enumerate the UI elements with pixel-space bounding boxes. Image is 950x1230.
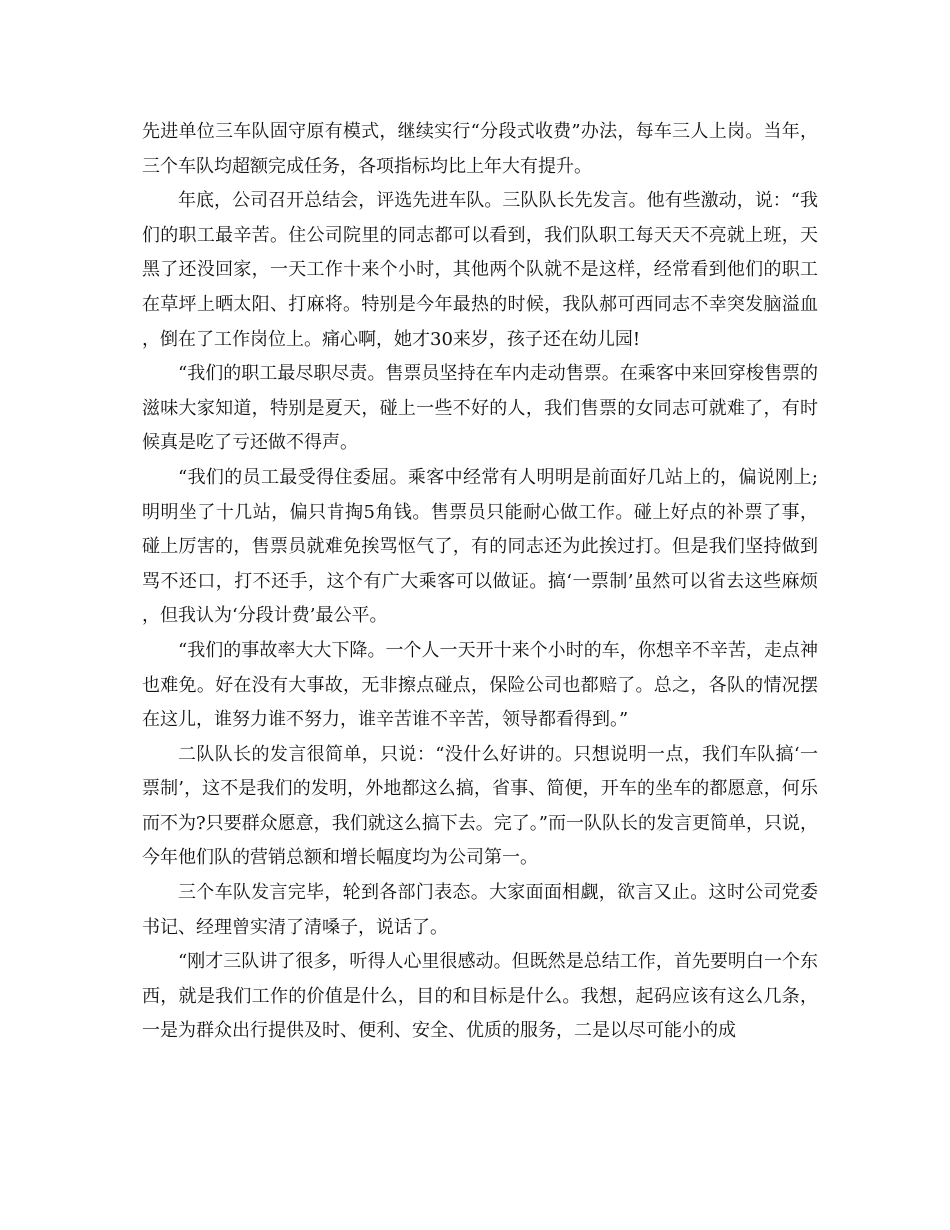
paragraph-5: “我们的事故率大大下降。一个人一天开十来个小时的车，你想辛不辛苦，走点神也难免。好在没有大事故，无非擦点碰点，保险公司也都赔了。总之，各队的情况摆在这儿，谁努力谁不努力，谁辛苦谁不辛苦，领导都看得到。”: [142, 639, 818, 731]
paragraph-1: 先进单位三车队固守原有模式，继续实行“分段式收费”办法，每车三人上岗。当年，三个车队均超额完成任务，各项指标均比上年大有提升。: [142, 121, 818, 177]
paragraph-7: 三个车队发言完毕，轮到各部门表态。大家面面相觑，欲言又止。这时公司党委书记、经理曾实清了清嗓子，说话了。: [142, 882, 818, 938]
paragraph-2: 年底，公司召开总结会，评选先进车队。三队队长先发言。他有些激动，说：“我们的职工最辛苦。住公司院里的同志都可以看到，我们队职工每天天不亮就上班，天黑了还没回家，一天工作十来个小时，其他两个队就不是这样，经常看到他们的职工在草坪上晒太阳、打麻将。特别是今年最热的时候，我队郝可西同志不幸突发脑溢血，倒在了工作岗位上。痛心啊，她才30来岁，孩子还在幼儿园!: [142, 190, 818, 350]
paragraph-3: “我们的职工最尽职尽责。售票员坚持在车内走动售票。在乘客中来回穿梭售票的滋味大家知道，特别是夏天，碰上一些不好的人，我们售票的女同志可就难了，有时候真是吃了亏还做不得声。: [142, 363, 818, 454]
paragraph-6: 二队队长的发言很简单，只说：“没什么好讲的。只想说明一点，我们车队搞‘一票制’，这不是我们的发明，外地都这么搞，省事、简便，开车的坐车的都愿意，何乐而不为?只要群众愿意，我们就这么搞下去。完了。”而一队队长的发言更简单，只说，今年他们队的营销总额和增长幅度均为公司第一。: [142, 743, 818, 869]
document-body: [142, 115, 818, 1049]
paragraph-8: “刚才三队讲了很多，听得人心里很感动。但既然是总结工作，首先要明白一个东西，就是我们工作的价值是什么，目的和目标是什么。我想，起码应该有这么几条，一是为群众出行提供及时、便利、安全、优质的服务，二是以尽可能小的成: [142, 951, 818, 1042]
paragraph-4: “我们的员工最受得住委屈。乘客中经常有人明明是前面好几站上的，偏说刚上;明明坐了十几站，偏只肯掏5角钱。售票员只能耐心做工作。碰上好点的补票了事，碰上厉害的，售票员就难免挨骂怄气了，有的同志还为此挨过打。但是我们坚持做到骂不还口，打不还手，这个有广大乘客可以做证。搞‘一票制’虽然可以省去这些麻烦，但我认为‘分段计费’最公平。: [142, 466, 818, 627]
